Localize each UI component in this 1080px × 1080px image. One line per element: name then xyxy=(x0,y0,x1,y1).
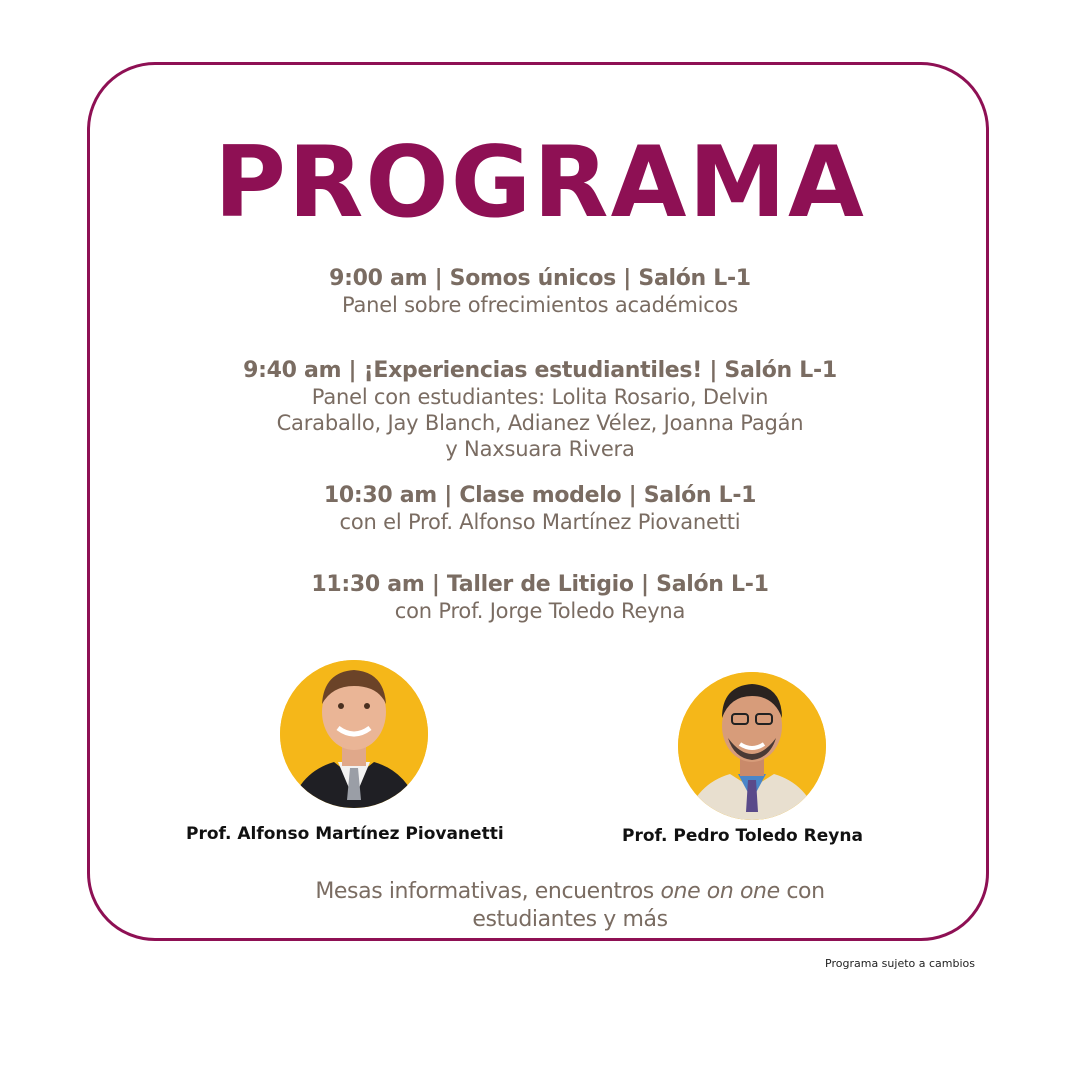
schedule-item-heading: 11:30 am | Taller de Litigio | Salón L-1 xyxy=(311,572,769,597)
footer-line-1 xyxy=(240,878,900,906)
schedule-item-4 xyxy=(150,571,930,624)
footer-line-2: estudiantes y más xyxy=(472,907,668,932)
schedule-item-description-line: y Naxsuara Rivera xyxy=(445,437,635,461)
portrait-icon xyxy=(280,660,428,808)
portrait-icon xyxy=(678,672,826,820)
schedule-item-description-line: Caraballo, Jay Blanch, Adianez Vélez, Joanna Pagán xyxy=(276,411,804,435)
schedule-item-2 xyxy=(150,357,930,462)
schedule-item-description: con Prof. Jorge Toledo Reyna xyxy=(394,599,686,623)
schedule-item-description-line: Panel con estudiantes: Lolita Rosario, Delvin xyxy=(311,385,769,409)
schedule-item-description: Panel sobre ofrecimientos académicos xyxy=(341,293,739,317)
footer-text xyxy=(240,878,900,934)
speaker-name: Prof. Pedro Toledo Reyna xyxy=(622,826,863,846)
schedule-item-heading: 10:30 am | Clase modelo | Salón L-1 xyxy=(323,483,757,508)
footer-text-segment: con xyxy=(779,879,825,904)
schedule-item-1 xyxy=(150,265,930,318)
speaker-name: Prof. Alfonso Martínez Piovanetti xyxy=(186,824,504,844)
footer-italic-segment: one on one xyxy=(660,879,780,904)
speaker-photo-pedro xyxy=(678,672,826,820)
footer-text-segment: Mesas informativas, encuentros xyxy=(315,879,661,904)
speaker-photo-alfonso xyxy=(280,660,428,808)
disclaimer-note: Programa sujeto a cambios xyxy=(825,957,975,970)
schedule-item-heading: 9:40 am | ¡Experiencias estudiantiles! | Salón L-1 xyxy=(243,358,837,383)
schedule-item-heading: 9:00 am | Somos únicos | Salón L-1 xyxy=(329,266,751,291)
schedule-item-3 xyxy=(150,482,930,535)
schedule-item-description: con el Prof. Alfonso Martínez Piovanetti xyxy=(339,510,741,534)
page-title: PROGRAMA xyxy=(214,126,866,240)
